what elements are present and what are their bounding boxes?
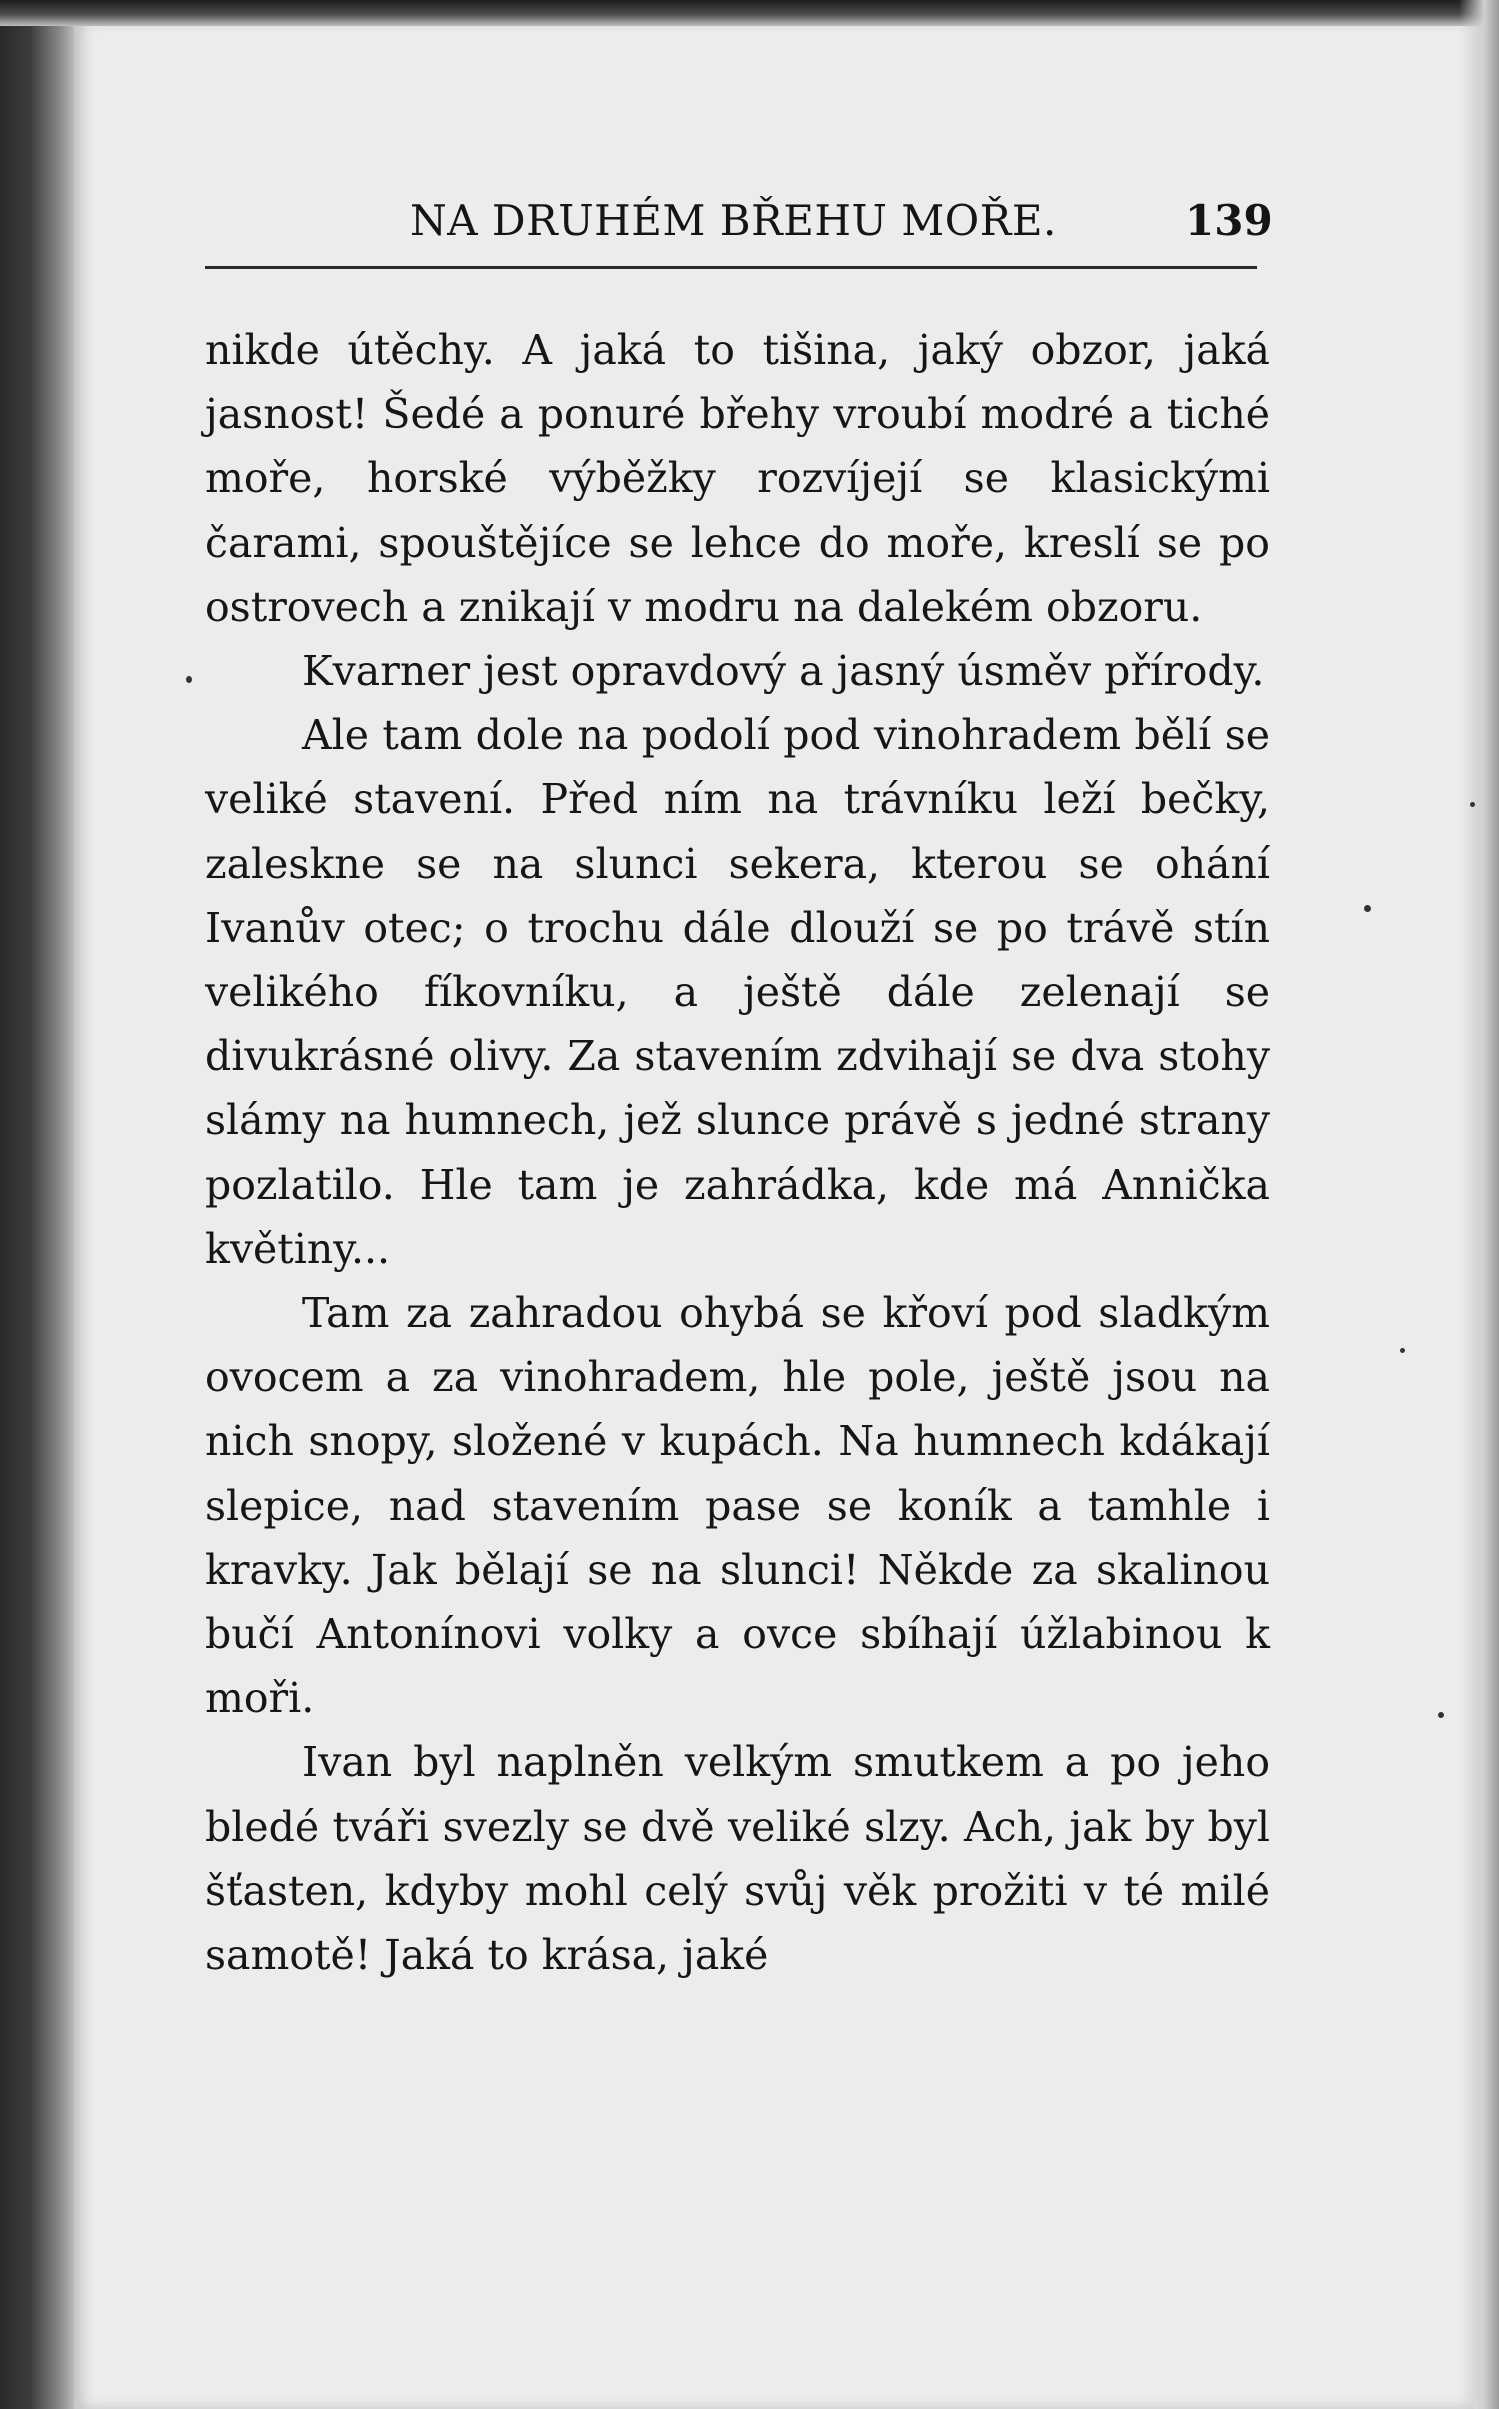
body-text — [205, 318, 1270, 1987]
page-number: 139 — [1185, 196, 1273, 245]
scan-speck — [1470, 802, 1475, 807]
book-gutter-shadow — [0, 0, 80, 2409]
running-title: NA DRUHÉM BŘEHU MOŘE. — [410, 196, 1057, 245]
scan-speck — [1364, 905, 1371, 912]
paragraph: Ale tam dole na podolí pod vinohradem bělí se veliké stavení. Před ním na trávníku leží bečky, zaleskne se na slunci sekera, kterou se ohání Ivanův otec; o trochu dále dlouží se po trávě stín velikého fíkovníku, a ještě dále zelenají se divukrásné olivy. Za stavením zdvihají se dva stohy slámy na humnech, jež slunce právě s jedné strany pozlatilo. Hle tam je zahrádka, kde má Annička květiny... — [205, 711, 1270, 1273]
top-edge-shadow — [0, 0, 1499, 26]
paragraph: Tam za zahradou ohybá se křoví pod sladkým ovocem a za vinohradem, hle pole, ještě jsou na nich snopy, složené v kupách. Na humnech kdákají slepice, nad stavením pase se koník a tamhle i kravky. Jak bělají se na slunci! Někde za skalinou bučí Antonínovi volky a ovce sbíhají úžlabinou k moři. — [205, 1289, 1270, 1723]
paragraph: Ivan byl naplněn velkým smutkem a po jeho bledé tváři svezly se dvě veliké slzy. Ach, jak by byl šťasten, kdyby mohl celý svůj věk prožiti v té milé samotě! Jaká to krása, jaké — [205, 1738, 1270, 1980]
scan-speck — [1438, 1712, 1444, 1718]
right-edge-shadow — [1459, 0, 1499, 2409]
paragraph: nikde útěchy. A jaká to tišina, jaký obzor, jaká jasnost! Šedé a ponuré břehy vroubí modré a tiché moře, horské výběžky rozvíjejí se klasickými čarami, spouštějíce se lehce do moře, kreslí se po ostrovech a znikají v modru na dalekém obzoru. — [205, 326, 1270, 631]
header-rule — [205, 266, 1257, 269]
paragraph: Kvarner jest opravdový a jasný úsměv přírody. — [302, 647, 1265, 696]
scan-speck — [1400, 1348, 1405, 1353]
scan-speck — [186, 676, 192, 683]
